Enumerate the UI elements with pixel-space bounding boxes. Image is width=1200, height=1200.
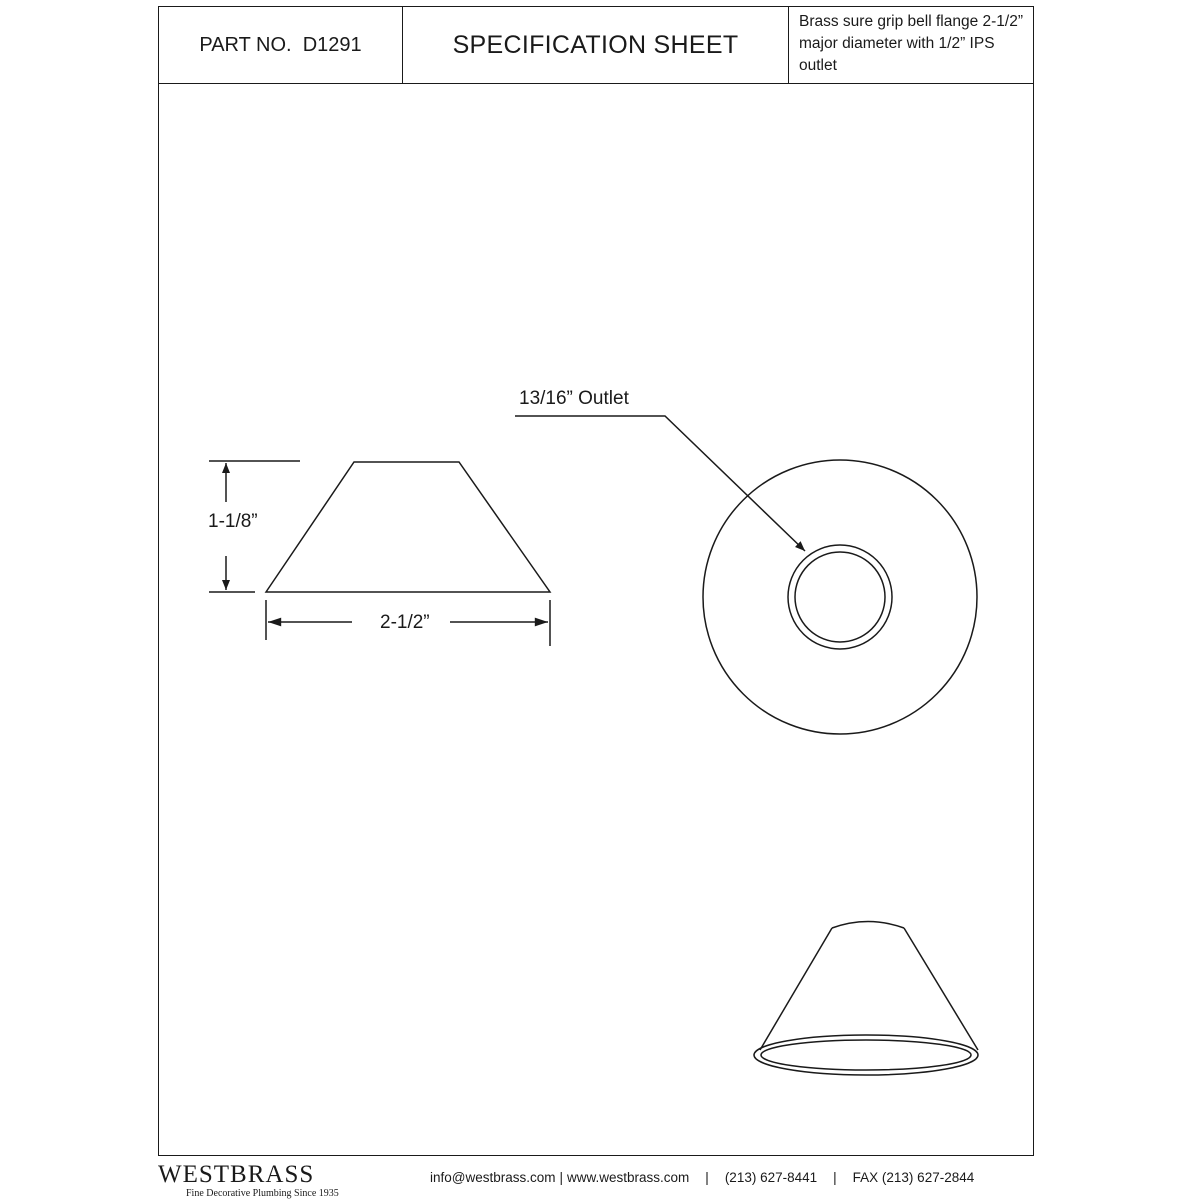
iso-right-edge [904,928,978,1050]
footer [0,1160,1200,1200]
part-number: D1291 [302,33,362,56]
isometric-view [754,922,978,1076]
sheet-title: SPECIFICATION SHEET [403,7,789,83]
brand-name: WESTBRASS [158,1161,315,1188]
phone-number: (213) 627-8441 [724,1170,818,1185]
email-link[interactable]: info@westbrass.com [430,1170,556,1185]
width-label: 2-1/2” [380,612,430,633]
outer-diameter-circle [703,460,977,734]
outlet-leader [515,416,805,551]
part-label: PART NO. [199,33,292,56]
brand-logo [158,1162,339,1200]
brand-tagline: Fine Decorative Plumbing Since 1935 [186,1188,339,1199]
iso-base-inner [761,1040,971,1070]
outlet-inner-circle [795,552,885,642]
iso-top-rim [832,922,904,929]
iso-left-edge [760,928,832,1050]
side-profile [266,462,550,592]
outlet-outer-circle [788,545,892,649]
iso-base-outer [754,1035,978,1075]
product-description: Brass sure grip bell flange 2-1/2” major diameter with 1/2” IPS outlet [799,13,1024,74]
website-link[interactable]: www.westbrass.com [567,1170,690,1185]
fax-number: FAX (213) 627-2844 [852,1170,975,1185]
outlet-callout-label: 13/16” Outlet [519,388,629,409]
top-view [703,460,977,734]
height-label: 1-1/8” [208,511,258,532]
contact-info: info@westbrass.com | www.westbrass.com | (213) 627-8441 | FAX (213) 627-2844 [430,1170,975,1185]
flange-profile-outline [266,462,550,592]
